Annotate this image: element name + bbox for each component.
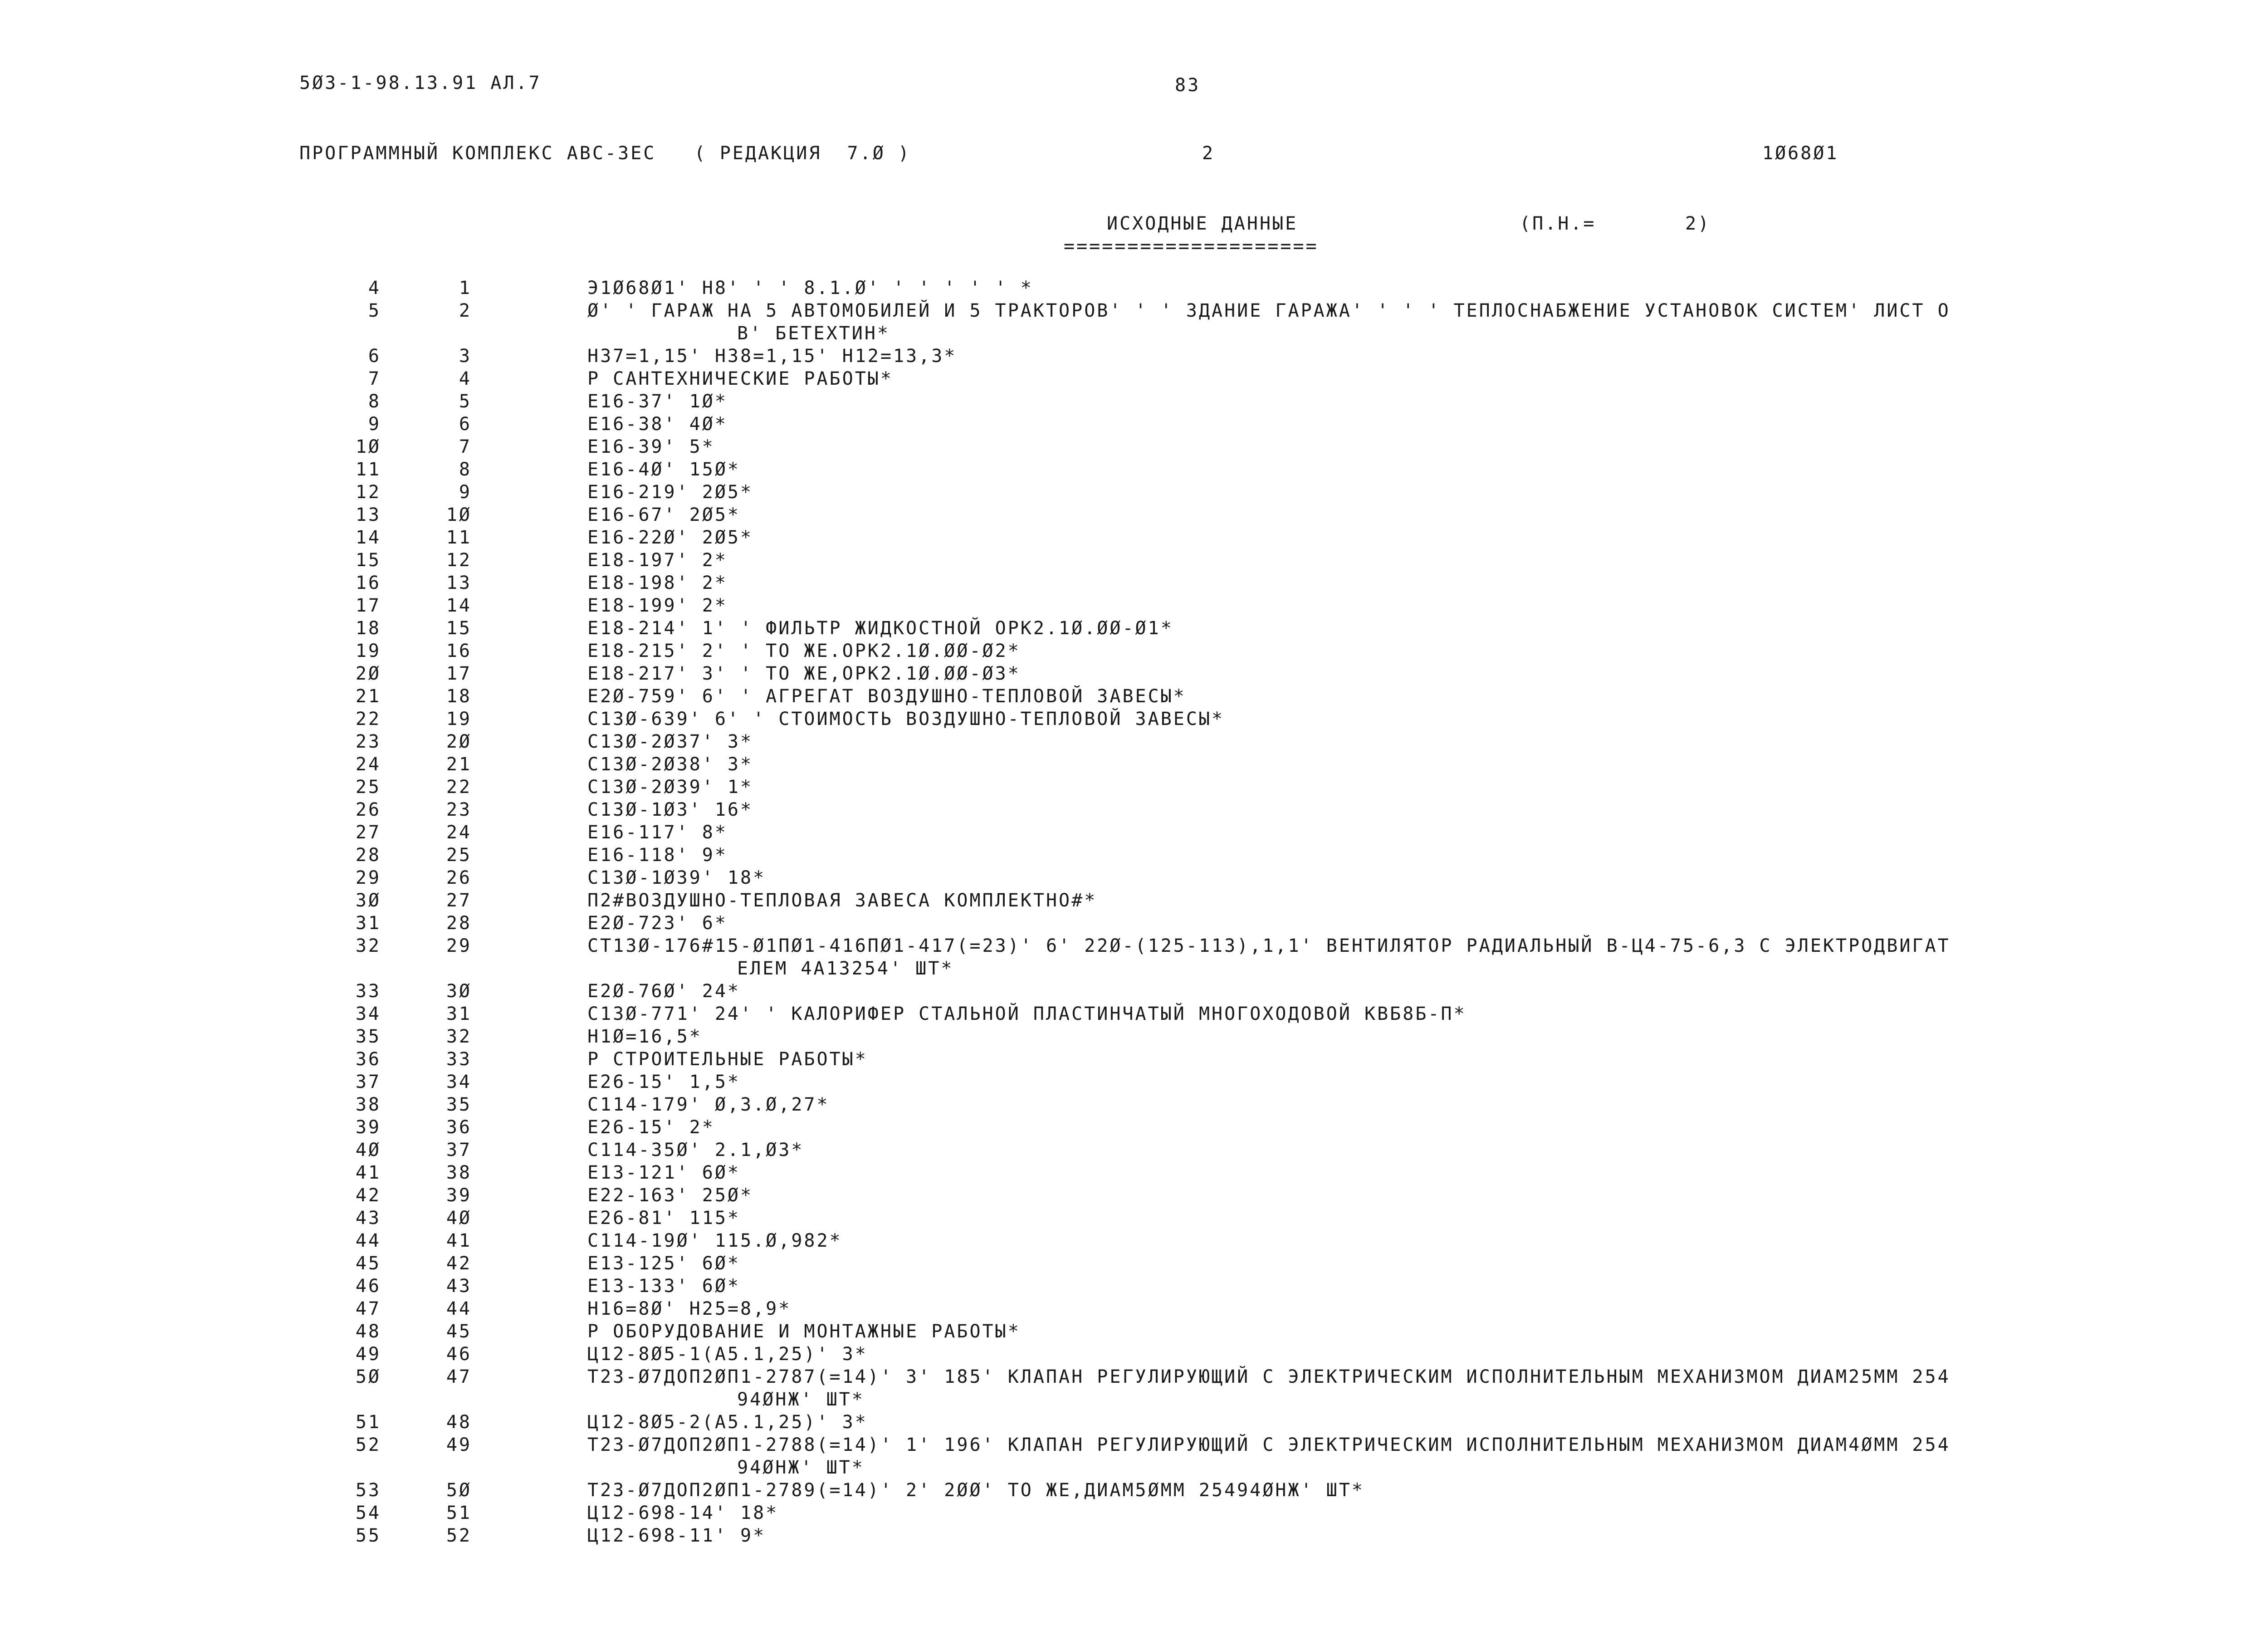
listing-row [0,821,2268,844]
record-text: Е16-219' 2Ø5* [587,482,753,503]
record-text: Е16-118' 9* [587,845,728,866]
record-text: Е13-133' 6Ø* [587,1276,740,1297]
record-number: 18 [446,686,472,707]
record-number: 46 [446,1344,472,1365]
record-number: 35 [446,1094,472,1115]
section-underline: ==================== [1064,236,1319,257]
record-text: Е16-39' 5* [587,436,715,457]
listing-row [0,1207,2268,1229]
record-number: 34 [446,1072,472,1092]
listing-row [0,1479,2268,1502]
record-text: Е2Ø-759' 6' ' АГРЕГАТ ВОЗДУШНО-ТЕПЛОВОЙ ЗАВЕСЫ* [587,686,1186,707]
record-number: 44 [446,1298,472,1319]
record-number: 3 [459,346,472,367]
listing-row [0,685,2268,708]
record-number: 4 [459,368,472,389]
listing-row [0,776,2268,798]
line-number: 32 [355,935,381,956]
line-number: 29 [355,867,381,888]
record-text: Э1Ø68Ø1' Н8' ' ' 8.1.Ø' ' ' ' ' ' * [587,278,1033,299]
listing-row [0,1320,2268,1343]
record-number: 8 [459,459,472,480]
record-number: 25 [446,845,472,866]
record-number: 26 [446,867,472,888]
line-number: 54 [355,1503,381,1523]
record-number: 13 [446,573,472,593]
listing-row [0,390,2268,413]
record-number: 12 [446,550,472,571]
record-number: 41 [446,1230,472,1251]
record-text: Е16-22Ø' 2Ø5* [587,527,753,548]
record-number: 31 [446,1004,472,1024]
line-number: 51 [355,1412,381,1433]
record-number: 29 [446,935,472,956]
line-number: 44 [355,1230,381,1251]
line-number: 47 [355,1298,381,1319]
record-continuation: В' БЕТЕХТИН* [737,323,890,344]
record-number: 37 [446,1140,472,1160]
record-text: Р СТРОИТЕЛЬНЫЕ РАБОТЫ* [587,1049,868,1070]
record-number: 1Ø [446,504,472,525]
line-number: 21 [355,686,381,707]
line-number: 5Ø [355,1366,381,1387]
record-number: 43 [446,1276,472,1297]
record-number: 51 [446,1503,472,1523]
line-number: 22 [355,709,381,729]
line-number: 25 [355,777,381,798]
record-text: С13Ø-639' 6' ' СТОИМОСТЬ ВОЗДУШНО-ТЕПЛОВОЙ ЗАВЕСЫ* [587,709,1225,729]
record-text: Т23-Ø7ДОП2ØП1-2789(=14)' 2' 2ØØ' ТО ЖЕ,ДИАМ5ØММ 25494ØНЖ' ШТ* [587,1480,1365,1501]
listing-row [0,1116,2268,1139]
record-text: Ц12-698-14' 18* [587,1503,779,1523]
listing-row [0,345,2268,367]
record-text: Е2Ø-723' 6* [587,913,728,934]
record-text: П2#ВОЗДУШНО-ТЕПЛОВАЯ ЗАВЕСА КОМПЛЕКТНО#* [587,890,1097,911]
record-number: 48 [446,1412,472,1433]
record-number: 39 [446,1185,472,1206]
record-text: Е18-199' 2* [587,595,728,616]
record-number: 23 [446,799,472,820]
record-number: 2 [459,300,472,321]
record-number: 16 [446,641,472,661]
sheet-number: 2 [1202,143,1215,164]
record-number: 3Ø [446,981,472,1002]
record-continuation: 94ØНЖ' ШТ* [737,1457,865,1478]
record-text: Е26-15' 1,5* [587,1072,740,1092]
record-number: 6 [459,414,472,435]
record-text: Е13-121' 6Ø* [587,1162,740,1183]
line-number: 18 [355,618,381,639]
line-number: 46 [355,1276,381,1297]
line-number: 24 [355,754,381,775]
record-text: Н1Ø=16,5* [587,1026,702,1047]
line-number: 31 [355,913,381,934]
listing-row [0,889,2268,912]
record-text: Е16-38' 4Ø* [587,414,728,435]
record-text: Р ОБОРУДОВАНИЕ И МОНТАЖНЫЕ РАБОТЫ* [587,1321,1021,1342]
line-number: 4Ø [355,1140,381,1160]
listing-row [0,640,2268,662]
record-number: 19 [446,709,472,729]
listing-row [0,662,2268,685]
listing-row [0,1366,2268,1411]
listing-row [0,594,2268,617]
line-number: 3Ø [355,890,381,911]
line-number: 52 [355,1434,381,1455]
record-text: Е18-214' 1' ' ФИЛЬТР ЖИДКОСТНОЙ ОРК2.1Ø.ØØ-Ø1* [587,618,1173,639]
listing-row [0,572,2268,594]
record-text: С13Ø-1Ø3' 16* [587,799,753,820]
record-number: 38 [446,1162,472,1183]
record-number: 7 [459,436,472,457]
listing-row [0,1502,2268,1524]
record-text: Ц12-8Ø5-1(А5.1,25)' 3* [587,1344,868,1365]
listing-row [0,413,2268,436]
line-number: 43 [355,1208,381,1229]
listing-row [0,730,2268,753]
pn-value: (П.Н.= 2) [1520,213,1711,234]
listing-row [0,367,2268,390]
listing-row [0,1229,2268,1252]
line-number: 2Ø [355,663,381,684]
record-text: Е16-37' 1Ø* [587,391,728,412]
record-number: 2Ø [446,731,472,752]
line-number: 7 [368,368,381,389]
listing-row [0,1161,2268,1184]
record-number: 33 [446,1049,472,1070]
record-text: Е18-217' 3' ' ТО ЖЕ,ОРК2.1Ø.ØØ-Ø3* [587,663,1021,684]
record-number: 11 [446,527,472,548]
line-number: 13 [355,504,381,525]
record-continuation: 94ØНЖ' ШТ* [737,1389,865,1410]
record-number: 1 [459,278,472,299]
line-number: 1Ø [355,436,381,457]
record-number: 52 [446,1525,472,1546]
line-number: 6 [368,346,381,367]
record-text: Н37=1,15' Н38=1,15' Н12=13,3* [587,346,957,367]
listing-row [0,844,2268,867]
listing-row [0,753,2268,776]
record-text: Е22-163' 25Ø* [587,1185,753,1206]
line-number: 16 [355,573,381,593]
record-number: 28 [446,913,472,934]
listing-row [0,912,2268,935]
listing-row [0,708,2268,730]
record-text: Е26-15' 2* [587,1117,715,1138]
line-number: 34 [355,1004,381,1024]
listing-row [0,549,2268,572]
record-text: Е2Ø-76Ø' 24* [587,981,740,1002]
line-number: 49 [355,1344,381,1365]
listing-row [0,1252,2268,1275]
listing-row [0,867,2268,889]
listing-row [0,1524,2268,1547]
listing-row [0,436,2268,458]
listing-row [0,1048,2268,1071]
record-number: 27 [446,890,472,911]
line-number: 42 [355,1185,381,1206]
listing-row [0,1003,2268,1025]
listing-row [0,1025,2268,1048]
record-number: 24 [446,822,472,843]
document-code: 1Ø68Ø1 [1762,143,1839,164]
page-number: 83 [1175,75,1201,96]
line-number: 15 [355,550,381,571]
line-number: 17 [355,595,381,616]
line-number: 19 [355,641,381,661]
line-number: 33 [355,981,381,1002]
record-text: Е16-4Ø' 15Ø* [587,459,740,480]
listing-row [0,1093,2268,1116]
listing-row [0,504,2268,526]
line-number: 53 [355,1480,381,1501]
line-number: 45 [355,1253,381,1274]
line-number: 38 [355,1094,381,1115]
listing-row [0,935,2268,980]
listing-row [0,1275,2268,1297]
record-text: Н16=8Ø' Н25=8,9* [587,1298,792,1319]
record-text: С114-35Ø' 2.1,Ø3* [587,1140,804,1160]
line-number: 26 [355,799,381,820]
record-continuation: ЕЛЕМ 4А13254' ШТ* [737,958,954,979]
record-number: 45 [446,1321,472,1342]
record-text: С13Ø-1Ø39' 18* [587,867,766,888]
record-text: Ø' ' ГАРАЖ НА 5 АВТОМОБИЛЕЙ И 5 ТРАКТОРОВ' ' ' ЗДАНИЕ ГАРАЖА' ' ' ' ТЕПЛОСНАБЖЕНИЕ УСТАНОВОК СИСТЕМ' ЛИСТ О [587,300,1950,321]
record-text: СТ13Ø-176#15-Ø1ПØ1-416ПØ1-417(=23)' 6' 22Ø-(125-113),1,1' ВЕНТИЛЯТОР РАДИАЛЬНЫЙ В-Ц4-75-6,3 С ЭЛЕКТРОДВИГАТ [587,935,1950,956]
listing-row [0,1184,2268,1207]
line-number: 55 [355,1525,381,1546]
line-number: 41 [355,1162,381,1183]
record-text: Е16-67' 2Ø5* [587,504,740,525]
doc-code: 5Ø3-1-98.13.91 АЛ.7 [299,73,542,93]
record-number: 15 [446,618,472,639]
record-text: Е26-81' 115* [587,1208,740,1229]
record-text: Е18-198' 2* [587,573,728,593]
record-number: 4Ø [446,1208,472,1229]
record-text: С13Ø-2Ø39' 1* [587,777,753,798]
line-number: 36 [355,1049,381,1070]
record-number: 9 [459,482,472,503]
listing-row [0,1343,2268,1366]
line-number: 11 [355,459,381,480]
listing-row [0,1071,2268,1093]
listing-row [0,481,2268,504]
line-number: 8 [368,391,381,412]
listing-row [0,1297,2268,1320]
record-text: Т23-Ø7ДОП2ØП1-2788(=14)' 1' 196' КЛАПАН РЕГУЛИРУЮЩИЙ С ЭЛЕКТРИЧЕСКИМ ИСПОЛНИТЕЛЬНЫМ МЕХАНИЗМОМ ДИАМ4ØММ 254 [587,1434,1950,1455]
data-listing [0,277,2268,1547]
record-number: 5 [459,391,472,412]
record-text: С13Ø-2Ø37' 3* [587,731,753,752]
listing-row [0,1411,2268,1434]
record-text: С13Ø-2Ø38' 3* [587,754,753,775]
listing-row [0,458,2268,481]
line-number: 12 [355,482,381,503]
record-text: С13Ø-771' 24' ' КАЛОРИФЕР СТАЛЬНОЙ ПЛАСТИНЧАТЫЙ МНОГОХОДОВОЙ КВБ8Б-П* [587,1004,1466,1024]
listing-row [0,299,2268,345]
record-number: 14 [446,595,472,616]
listing-row [0,1139,2268,1161]
record-number: 42 [446,1253,472,1274]
line-number: 14 [355,527,381,548]
record-number: 5Ø [446,1480,472,1501]
listing-row [0,277,2268,299]
record-text: Е18-197' 2* [587,550,728,571]
record-number: 17 [446,663,472,684]
record-text: Р САНТЕХНИЧЕСКИЕ РАБОТЫ* [587,368,893,389]
line-number: 35 [355,1026,381,1047]
listing-row [0,1434,2268,1479]
listing-row [0,980,2268,1003]
line-number: 9 [368,414,381,435]
section-title: ИСХОДНЫЕ ДАННЫЕ [1107,213,1298,234]
line-number: 27 [355,822,381,843]
line-number: 37 [355,1072,381,1092]
record-text: Е16-117' 8* [587,822,728,843]
program-title: ПРОГРАММНЫЙ КОМПЛЕКС АВС-3ЕС ( РЕДАКЦИЯ 7.Ø ) [299,143,911,164]
record-text: Ц12-8Ø5-2(А5.1,25)' 3* [587,1412,868,1433]
record-number: 32 [446,1026,472,1047]
line-number: 4 [368,278,381,299]
record-number: 36 [446,1117,472,1138]
line-number: 28 [355,845,381,866]
record-text: С114-19Ø' 115.Ø,982* [587,1230,842,1251]
record-number: 21 [446,754,472,775]
line-number: 48 [355,1321,381,1342]
listing-row [0,617,2268,640]
record-text: Ц12-698-11' 9* [587,1525,766,1546]
line-number: 39 [355,1117,381,1138]
record-text: Е18-215' 2' ' ТО ЖЕ.ОРК2.1Ø.ØØ-Ø2* [587,641,1021,661]
record-text: Е13-125' 6Ø* [587,1253,740,1274]
record-text: С114-179' Ø,3.Ø,27* [587,1094,830,1115]
record-number: 22 [446,777,472,798]
record-number: 49 [446,1434,472,1455]
record-text: Т23-Ø7ДОП2ØП1-2787(=14)' 3' 185' КЛАПАН РЕГУЛИРУЮЩИЙ С ЭЛЕКТРИЧЕСКИМ ИСПОЛНИТЕЛЬНЫМ МЕХАНИЗМОМ ДИАМ25ММ 254 [587,1366,1950,1387]
record-number: 47 [446,1366,472,1387]
listing-row [0,526,2268,549]
line-number: 23 [355,731,381,752]
line-number: 5 [368,300,381,321]
listing-row [0,798,2268,821]
